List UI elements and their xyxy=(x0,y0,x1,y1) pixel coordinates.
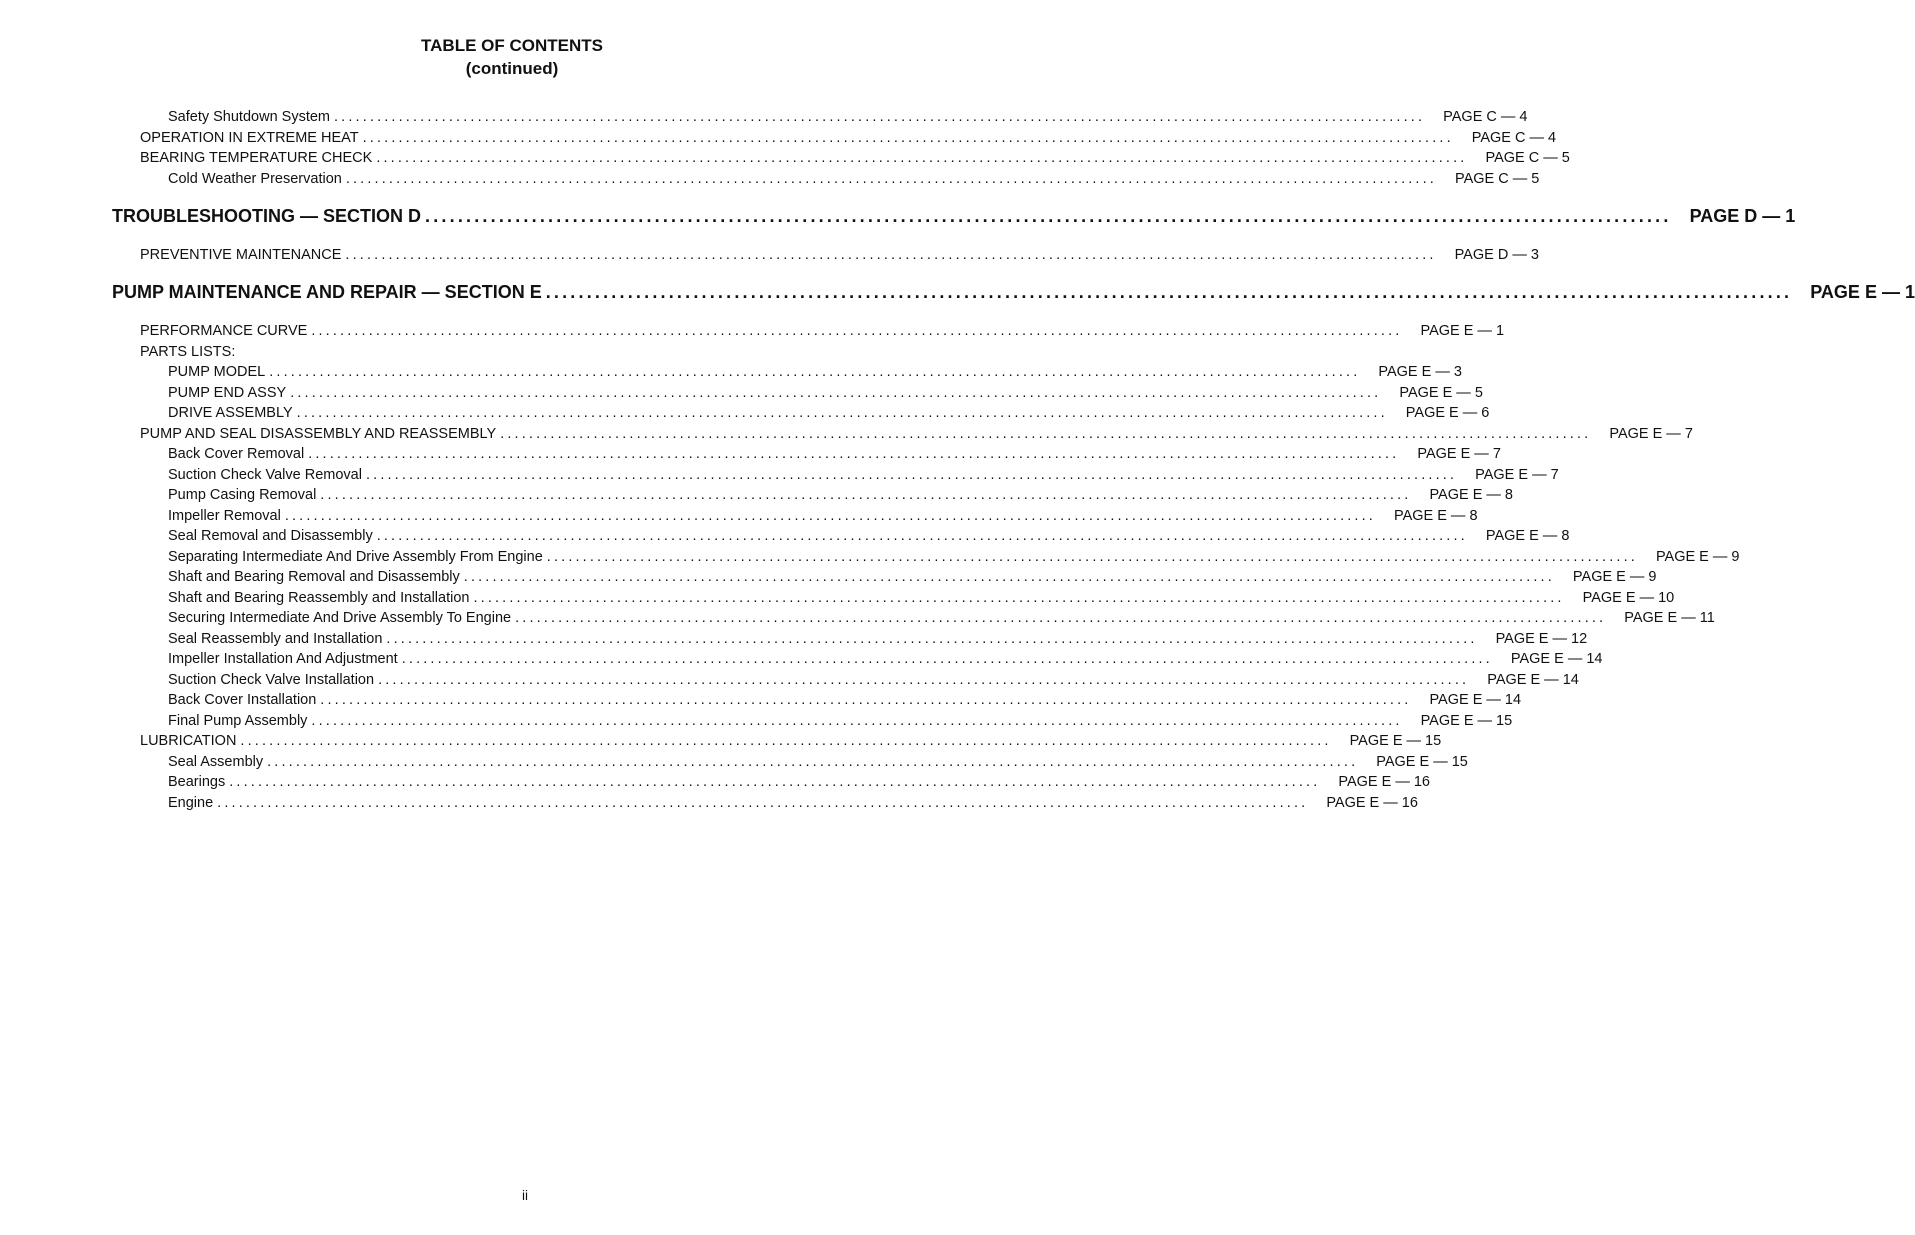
dot-leader: ........................................................................................................................................................ xyxy=(320,487,1412,503)
toc-entry-label: Pump Casing Removal xyxy=(168,487,317,503)
dot-leader: ........................................................................................................................................................ xyxy=(386,630,1478,647)
dot-leader: ........................................................................................................................................................ xyxy=(378,671,1470,688)
dot-leader: ........................................................................................................................................................ xyxy=(267,753,1359,770)
toc-entry-page: PAGE C — 4 xyxy=(1443,109,1528,125)
toc-entry[interactable] xyxy=(140,129,1557,151)
toc-entry-page: PAGE E — 7 xyxy=(1475,466,1559,483)
toc-entry-page: PAGE E — 15 xyxy=(1420,712,1513,729)
toc-entry-page: PAGE E — 8 xyxy=(1485,528,1570,544)
toc-entry-page: PAGE E — 8 xyxy=(1393,507,1478,524)
toc-entry-page: PAGE E — 11 xyxy=(1624,610,1715,626)
toc-entry-label: PUMP END ASSY xyxy=(168,384,287,401)
toc-title: TABLE OF CONTENTS xyxy=(421,36,603,55)
dot-leader: ........................................................................................................................................................ xyxy=(365,466,1458,483)
toc-entry[interactable] xyxy=(168,753,1468,775)
toc-entry-label: Separating Intermediate And Drive Assembly From Engine xyxy=(168,548,543,565)
toc-entry-label: PARTS LISTS: xyxy=(140,343,236,360)
dot-leader: ........................................................................................................................................................ xyxy=(545,282,1793,302)
toc-entry-label: Safety Shutdown System xyxy=(168,109,330,125)
toc-entry-label: DRIVE ASSEMBLY xyxy=(168,405,293,421)
dot-leader: ........................................................................................................................................................ xyxy=(345,247,1437,263)
toc-entry-page: PAGE E — 15 xyxy=(1376,753,1468,770)
toc-entry-label: PUMP AND SEAL DISASSEMBLY AND REASSEMBLY xyxy=(140,425,497,442)
dot-leader: ........................................................................................................................................................ xyxy=(546,548,1638,565)
toc-entry[interactable] xyxy=(168,692,1522,713)
toc-entry-page: PAGE E — 5 xyxy=(1399,384,1483,401)
dot-leader: ........................................................................................................................................................ xyxy=(311,323,1403,339)
toc-entry-label: Suction Check Valve Removal xyxy=(168,466,362,483)
toc-entry-page: PAGE E — 16 xyxy=(1338,774,1430,790)
toc-entry[interactable] xyxy=(168,487,1513,508)
toc-entry-label: Seal Assembly xyxy=(168,753,264,770)
toc-entry[interactable] xyxy=(140,247,1539,268)
toc-entry[interactable] xyxy=(168,589,1675,611)
toc-entry-label: PUMP MODEL xyxy=(168,364,266,380)
toc-entry-label: LUBRICATION xyxy=(140,733,237,749)
dot-leader: ........................................................................................................................................................ xyxy=(473,589,1565,606)
toc-entry[interactable] xyxy=(168,446,1501,467)
toc-entry-page: PAGE E — 10 xyxy=(1582,589,1675,606)
dot-leader: ........................................................................................................................................................ xyxy=(217,794,1309,811)
toc-heading xyxy=(0,34,1024,80)
toc-group-heading xyxy=(140,344,842,365)
toc-entry[interactable] xyxy=(168,630,1588,652)
dot-leader: ........................................................................................................................................................ xyxy=(240,733,1332,749)
dot-leader: ........................................................................................................................................................ xyxy=(320,692,1412,708)
dot-leader: ........................................................................................................................................................ xyxy=(308,446,1400,462)
dot-leader: ........................................................................................................................................................ xyxy=(362,129,1454,146)
toc-entry[interactable] xyxy=(140,733,1442,754)
toc-entry[interactable] xyxy=(168,405,1490,426)
dot-leader: ........................................................................................................................................................ xyxy=(401,651,1493,667)
dot-leader: ........................................................................................................................................................ xyxy=(463,569,1555,585)
toc-entry[interactable] xyxy=(168,364,1462,385)
toc-entry[interactable] xyxy=(140,150,1570,171)
toc-entry-label: Seal Reassembly and Installation xyxy=(168,630,383,647)
toc-entry[interactable] xyxy=(168,671,1579,693)
toc-entry[interactable] xyxy=(168,548,1740,570)
toc-entry-page: PAGE E — 7 xyxy=(1417,446,1501,462)
toc-entry-page: PAGE E — 9 xyxy=(1655,548,1740,565)
toc-entry-label: Impeller Installation And Adjustment xyxy=(168,651,398,667)
toc-entry[interactable] xyxy=(168,651,1603,672)
toc-entry[interactable] xyxy=(168,109,1528,130)
toc-entry-label: Seal Removal and Disassembly xyxy=(168,528,373,544)
toc-entry-page: PAGE E — 14 xyxy=(1510,651,1603,667)
toc-entry[interactable] xyxy=(168,384,1483,406)
toc-entry-label: BEARING TEMPERATURE CHECK xyxy=(140,150,373,166)
toc-entry-page: PAGE E — 7 xyxy=(1609,425,1693,442)
toc-entry-page: PAGE E — 15 xyxy=(1349,733,1442,749)
toc-entry-page: PAGE D — 3 xyxy=(1454,247,1539,263)
dot-leader: ........................................................................................................................................................ xyxy=(515,610,1607,626)
toc-section-label: PUMP MAINTENANCE AND REPAIR — SECTION E xyxy=(112,282,542,302)
toc-entry-label: Shaft and Bearing Removal and Disassembly xyxy=(168,569,460,585)
toc-entry-label: PREVENTIVE MAINTENANCE xyxy=(140,247,342,263)
toc-entry-page: PAGE E — 14 xyxy=(1487,671,1579,688)
toc-entry-label: Bearings xyxy=(168,774,226,790)
toc-section-label: TROUBLESHOOTING — SECTION D xyxy=(112,206,422,226)
toc-entry-label: Shaft and Bearing Reassembly and Installation xyxy=(168,589,470,606)
toc-entry-label: OPERATION IN EXTREME HEAT xyxy=(140,129,359,146)
toc-section-page: PAGE E — 1 xyxy=(1810,282,1915,302)
toc-entry[interactable] xyxy=(140,323,1505,344)
dot-leader: ........................................................................................................................................................ xyxy=(284,507,1376,524)
toc-entry-page: PAGE E — 16 xyxy=(1326,794,1418,811)
toc-entry-page: PAGE C — 5 xyxy=(1485,150,1570,166)
toc-entry[interactable] xyxy=(140,425,1693,447)
toc-entry-label: Engine xyxy=(168,794,214,811)
toc-entry[interactable] xyxy=(168,610,1715,631)
dot-leader: ........................................................................................................................................................ xyxy=(425,206,1672,226)
toc-entry-label: Back Cover Installation xyxy=(168,692,317,708)
toc-entry[interactable] xyxy=(168,507,1478,529)
toc-entry[interactable] xyxy=(168,712,1513,734)
toc-entry-label: Suction Check Valve Installation xyxy=(168,671,375,688)
toc-subtitle: (continued) xyxy=(465,59,559,78)
dot-leader: ........................................................................................................................................................ xyxy=(269,364,1361,380)
toc-entry[interactable] xyxy=(168,170,1540,192)
dot-leader: ........................................................................................................................................................ xyxy=(345,170,1437,187)
toc-entry-label: Securing Intermediate And Drive Assembly To Engine xyxy=(168,610,512,626)
dot-leader: ........................................................................................................................................................ xyxy=(296,405,1388,421)
page-number: ii xyxy=(522,1188,528,1203)
dot-leader: ........................................................................................................................................................ xyxy=(311,712,1403,729)
toc-section-entry[interactable] xyxy=(112,282,1915,303)
toc-entry-page: PAGE E — 14 xyxy=(1429,692,1522,708)
toc-entry[interactable] xyxy=(168,794,1418,816)
toc-entry[interactable] xyxy=(168,466,1559,488)
toc-entry[interactable] xyxy=(168,528,1570,549)
toc-entry-page: PAGE C — 5 xyxy=(1454,170,1540,187)
toc-entry[interactable] xyxy=(168,774,1430,795)
toc-entry-page: PAGE E — 9 xyxy=(1572,569,1657,585)
dot-leader: ........................................................................................................................................................ xyxy=(229,774,1321,790)
toc-section-page: PAGE D — 1 xyxy=(1689,206,1796,226)
dot-leader: ........................................................................................................................................................ xyxy=(376,528,1468,544)
toc-entry-label: Impeller Removal xyxy=(168,507,281,524)
toc-entry-page: PAGE E — 3 xyxy=(1378,364,1462,380)
toc-entry-page: PAGE E — 1 xyxy=(1420,323,1505,339)
dot-leader: ........................................................................................................................................................ xyxy=(334,109,1426,125)
toc-entry-page: PAGE E — 6 xyxy=(1405,405,1490,421)
toc-entry-page: PAGE C — 4 xyxy=(1471,129,1557,146)
toc-entry[interactable] xyxy=(168,569,1657,590)
toc-entry-page: PAGE E — 8 xyxy=(1429,487,1513,503)
dot-leader: ........................................................................................................................................................ xyxy=(290,384,1382,401)
toc-entry-label: PERFORMANCE CURVE xyxy=(140,323,308,339)
dot-leader: ........................................................................................................................................................ xyxy=(376,150,1468,166)
toc-entry-page: PAGE E — 12 xyxy=(1495,630,1588,647)
toc-entry-label: Final Pump Assembly xyxy=(168,712,308,729)
dot-leader: ........................................................................................................................................................ xyxy=(500,425,1592,442)
toc-entry-label: Back Cover Removal xyxy=(168,446,305,462)
toc-entry-label: Cold Weather Preservation xyxy=(168,170,342,187)
toc-section-entry[interactable] xyxy=(112,206,1796,227)
